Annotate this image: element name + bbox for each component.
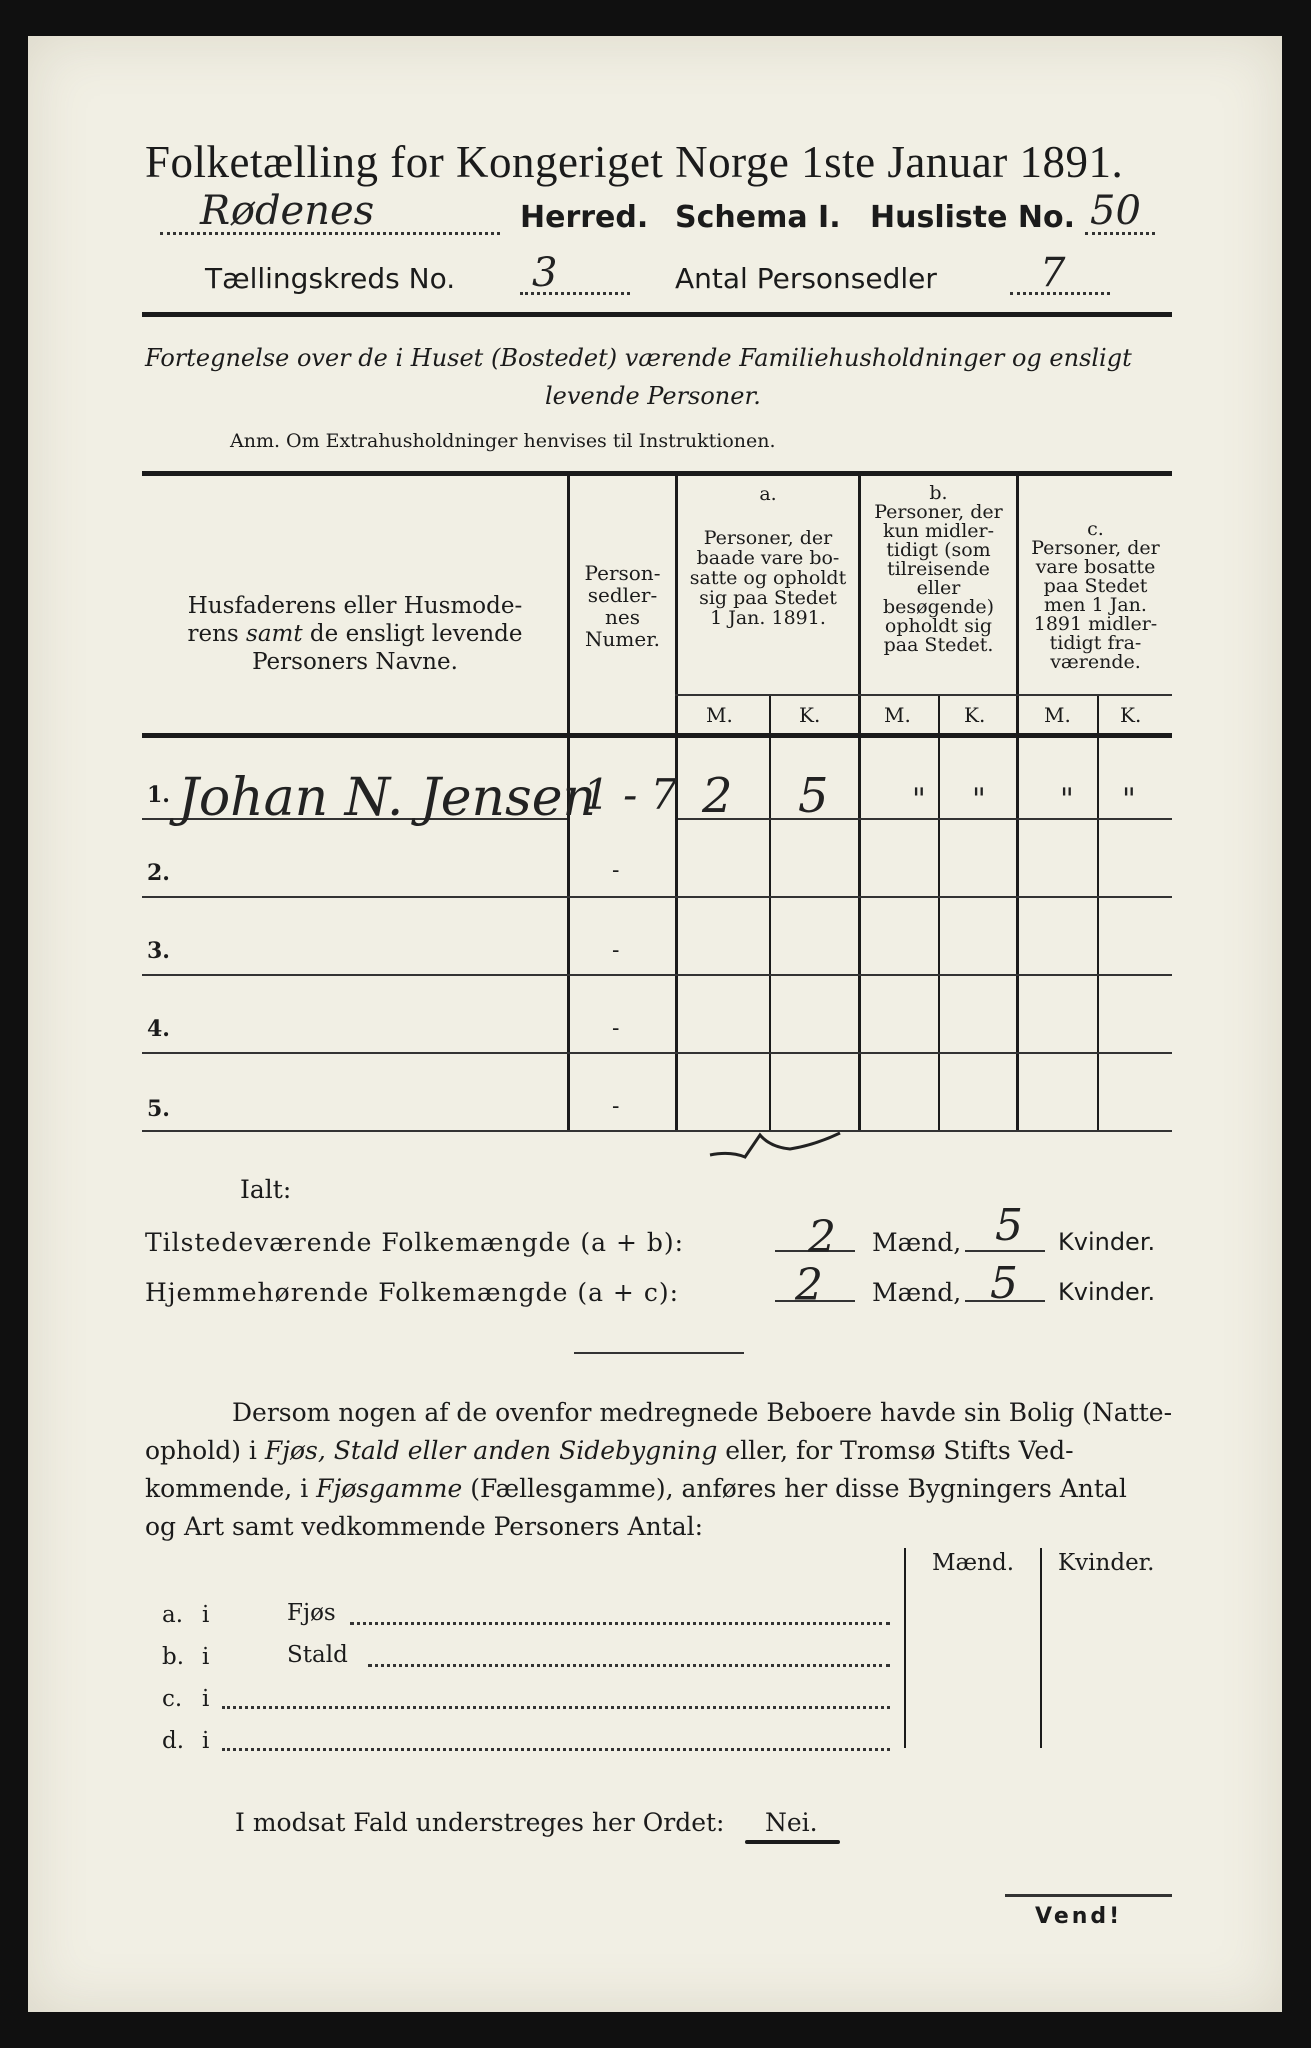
row-3-number: 3. [147, 938, 170, 964]
bolig-c-dots [222, 1706, 890, 1709]
divider-b-mk [938, 695, 940, 1130]
bolig-d-letter: d. [162, 1728, 185, 1754]
bolig-line-2 [145, 1436, 1074, 1465]
row-4-number: 4. [147, 1016, 170, 1042]
kreds-label: Tællingskreds No. [205, 262, 456, 295]
a-m-label: M. [706, 703, 733, 727]
schema-label: Schema I. [675, 200, 841, 235]
bolig-b-dots [368, 1664, 890, 1667]
tilst-kvinder-value: 5 [995, 1200, 1023, 1251]
checkmark-scribble [700, 1125, 850, 1165]
kreds-value: 3 [532, 250, 558, 296]
col-header-names-l1: Husfaderens eller Husmode- [187, 593, 523, 619]
col-header-b-l8: paa Stedet. [883, 634, 994, 656]
hjem-kvinder-value: 5 [990, 1258, 1018, 1309]
bolig-divider-left [904, 1548, 906, 1748]
bolig-col-maend: Mænd. [932, 1550, 1015, 1576]
col-header-names-l2 [150, 620, 560, 648]
col-header-numer-l3: nes [605, 605, 640, 629]
col-header-a-l2: baade vare bo- [696, 547, 840, 569]
a-k-label: K. [799, 703, 821, 727]
row-5-number: 5. [147, 1096, 170, 1122]
tilst-maend-value: 2 [808, 1212, 836, 1263]
col-header-names [150, 592, 560, 676]
row-1-name: Johan N. Jensen [178, 768, 596, 828]
col-header-c-l3: paa Stedet [1043, 575, 1148, 597]
col-header-c-l4: men 1 Jan. [1044, 594, 1147, 616]
hjem-label: Hjemmehørende Folkemængde (a + c): [145, 1278, 679, 1307]
header-rule [142, 312, 1172, 317]
bolig-c-i: i [202, 1686, 210, 1712]
col-header-names-l2b: samt [246, 621, 303, 647]
col-header-names-l2a: rens [187, 621, 247, 647]
row-4-rule [142, 1052, 1172, 1054]
bolig-line-1: Dersom nogen af de ovenfor medregnede Beboere havde sin Bolig (Natte- [232, 1398, 1173, 1427]
col-header-numer [570, 562, 675, 650]
row-5-sedler: - [612, 1094, 620, 1119]
intro-line-2: levende Personer. [545, 382, 761, 410]
bolig-a-dots [350, 1622, 890, 1625]
mk-header-top-rule [675, 694, 1172, 696]
col-header-a-letter: a. [759, 483, 777, 505]
antal-label: Antal Personsedler [675, 262, 937, 295]
col-header-b-l6: besøgende) [882, 596, 995, 618]
col-header-b-l5: eller [916, 577, 961, 599]
col-header-a-l5: 1 Jan. 1891. [710, 607, 826, 629]
row-1-number: 1. [147, 782, 170, 808]
bolig-c-letter: c. [162, 1686, 183, 1712]
col-header-numer-l4: Numer. [585, 627, 660, 651]
bolig-line-2b: Fjøs, Stald eller anden Sidebygning [264, 1436, 718, 1465]
col-header-names-l2c: de ensligt levende [302, 621, 523, 647]
row-2-rule [142, 896, 1172, 898]
antal-value: 7 [1040, 250, 1066, 296]
col-header-b [861, 484, 1016, 655]
col-header-c-l5: 1891 midler- [1033, 613, 1158, 635]
hjem-kvinder-word: Kvinder. [1058, 1278, 1156, 1306]
bolig-line-2a: ophold) i [145, 1436, 265, 1465]
bolig-line-3c: (Fællesgamme), anføres her disse Bygningers Antal [462, 1474, 1127, 1503]
table-bottom-rule [142, 1130, 1172, 1132]
herred-label: Herred. [520, 200, 649, 235]
husliste-label: Husliste No. [870, 200, 1075, 235]
section-divider [574, 1352, 744, 1354]
row-1-sedler: 1 - 7 [583, 770, 678, 819]
bolig-a-i: i [202, 1602, 210, 1628]
bolig-b-letter: b. [162, 1644, 185, 1670]
bolig-line-3 [145, 1474, 1127, 1503]
census-form-page [28, 36, 1282, 2012]
row-1-b-k: " [972, 782, 986, 817]
col-header-a-l1: Personer, der [703, 527, 833, 549]
col-header-b-l3: tidigt (som [886, 539, 991, 561]
col-header-c-letter: c. [1087, 518, 1104, 540]
tilst-label: Tilstedeværende Folkemængde (a + b): [145, 1228, 685, 1257]
row-1-b-m: " [912, 782, 926, 817]
row-3-sedler: - [612, 938, 620, 963]
col-header-b-l4: tilreisende [887, 558, 990, 580]
tilst-kvinder-word: Kvinder. [1058, 1228, 1156, 1256]
bolig-line-2c: eller, for Tromsø Stifts Ved- [717, 1436, 1074, 1465]
bolig-line-3b: Fjøsgamme [316, 1474, 463, 1503]
bolig-col-kvinder: Kvinder. [1058, 1550, 1155, 1576]
row-2-number: 2. [147, 860, 170, 886]
bolig-d-dots [222, 1748, 890, 1751]
row-3-rule [142, 974, 1172, 976]
col-header-c-l6: tidigt fra- [1049, 632, 1142, 654]
divider-a-mk [769, 695, 771, 1130]
hjem-maend-word: Mænd, [872, 1278, 962, 1307]
bolig-divider-right [1040, 1548, 1042, 1748]
col-header-numer-l2: sedler- [587, 583, 658, 607]
bolig-a-letter: a. [162, 1602, 184, 1628]
bolig-b-label: Stald [287, 1642, 348, 1668]
col-header-c-l2: vare bosatte [1035, 556, 1156, 578]
row-2-sedler: - [612, 858, 620, 883]
col-header-a [678, 484, 858, 628]
nei-word: Nei. [765, 1808, 818, 1837]
row-1-values-rule [678, 818, 1172, 820]
col-header-b-l7: opholdt sig [884, 615, 993, 637]
col-header-b-l1: Personer, der [874, 501, 1003, 523]
col-header-a-l3: satte og opholdt [689, 567, 847, 589]
row-1-c-m: " [1060, 782, 1074, 817]
col-header-b-l2: kun midler- [882, 520, 995, 542]
row-4-sedler: - [612, 1016, 620, 1041]
row-1-a-k: 5 [798, 768, 829, 824]
row-1-a-m: 2 [702, 768, 733, 824]
col-header-c-l7: værende. [1050, 651, 1141, 673]
nei-underline [745, 1840, 840, 1844]
vend-rule [1005, 1894, 1172, 1897]
vend-label: Vend! [1035, 1904, 1123, 1929]
hjem-maend-value: 2 [795, 1260, 823, 1311]
c-k-label: K. [1120, 703, 1142, 727]
b-k-label: K. [964, 703, 986, 727]
bolig-b-i: i [202, 1644, 210, 1670]
bolig-a-label: Fjøs [287, 1600, 336, 1626]
ialt-label: Ialt: [240, 1175, 292, 1204]
bolig-line-4: og Art samt vedkommende Personers Antal: [145, 1512, 704, 1541]
bolig-d-i: i [202, 1728, 210, 1754]
row-1-c-k: " [1122, 782, 1136, 817]
anm-note: Anm. Om Extrahusholdninger henvises til Instruktionen. [230, 430, 776, 452]
col-header-numer-l1: Person- [584, 561, 661, 585]
bolig-line-3a: kommende, i [145, 1474, 317, 1503]
col-header-a-l4: sig paa Stedet [699, 587, 837, 609]
col-header-c-l1: Personer, der [1031, 537, 1160, 559]
c-m-label: M. [1044, 703, 1071, 727]
husliste-value: 50 [1090, 188, 1141, 234]
herred-name: Rødenes [200, 188, 375, 234]
col-header-names-l3: Personers Navne. [252, 649, 458, 675]
form-title: Folketælling for Kongeriget Norge 1ste Januar 1891. [145, 137, 1124, 187]
col-header-b-letter: b. [929, 482, 948, 504]
intro-line-1: Fortegnelse over de i Huset (Bostedet) værende Familiehusholdninger og ensligt [145, 344, 1132, 372]
b-m-label: M. [884, 703, 911, 727]
col-header-c [1019, 520, 1172, 672]
modsat-text: I modsat Fald understreges her Ordet: [235, 1808, 725, 1837]
tilst-maend-word: Mænd, [872, 1228, 962, 1257]
divider-c-mk [1097, 695, 1099, 1130]
